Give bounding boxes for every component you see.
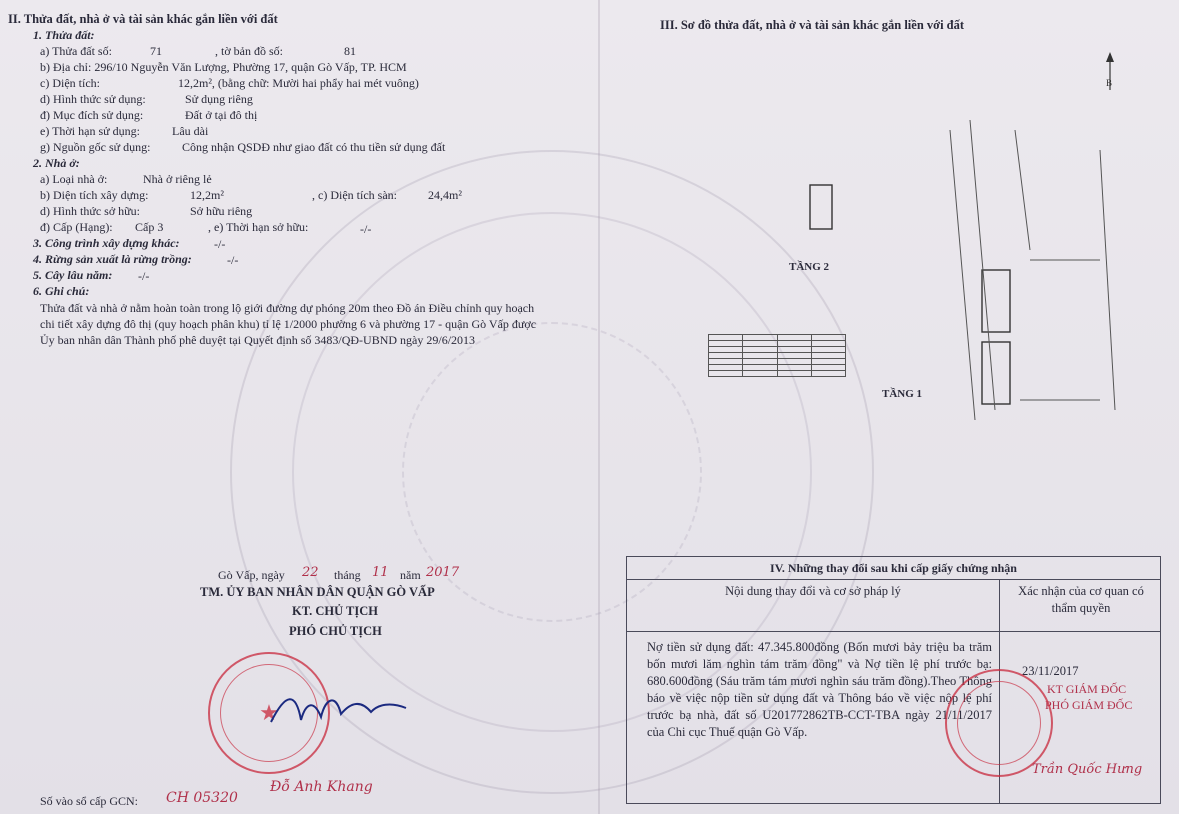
floor-area-label: , c) Diện tích sàn: — [312, 188, 397, 202]
own-term-value: -/- — [360, 222, 372, 236]
date-day: 22 — [302, 565, 319, 580]
map-sheet-value: 81 — [344, 44, 356, 58]
perennial-value: -/- — [138, 269, 150, 283]
address: b) Địa chỉ: 296/10 Nguyễn Văn Lượng, Phường 17, quận Gò Vấp, TP. HCM — [40, 60, 407, 74]
signing-authority: TM. ỦY BAN NHÂN DÂN QUẬN GÒ VẤP — [200, 585, 435, 599]
changes-col2-header: Xác nhận của cơ quan có thẩm quyền — [1018, 584, 1144, 615]
use-form-label: d) Hình thức sử dụng: — [40, 92, 146, 106]
use-form-value: Sử dụng riêng — [185, 92, 253, 106]
ownership-label: d) Hình thức sở hữu: — [40, 204, 141, 218]
own-term-label: , e) Thời hạn sở hữu: — [208, 220, 309, 234]
gcn-number-value: CH 05320 — [166, 790, 238, 806]
floor-2-label: TẦNG 2 — [789, 261, 830, 273]
north-arrow-icon — [1104, 52, 1116, 92]
area-label: c) Diện tích: — [40, 76, 100, 90]
use-term-value: Lâu dài — [172, 124, 209, 138]
changes-col1-header: Nội dung thay đổi và cơ sở pháp lý — [725, 584, 901, 598]
coordinate-table — [708, 334, 846, 377]
build-area-value: 12,2m² — [190, 188, 224, 202]
grade-label: đ) Cấp (Hạng): — [40, 220, 113, 234]
section-ii-heading: II. Thửa đất, nhà ở và tài sản khác gắn liền với đất — [8, 12, 278, 26]
house-type-value: Nhà ở riêng lẻ — [143, 172, 212, 186]
floor-1-label: TẦNG 1 — [882, 388, 923, 400]
other-works-label: 3. Công trình xây dựng khác: — [33, 236, 180, 250]
use-purpose-label: đ) Mục đích sử dụng: — [40, 108, 144, 122]
page-fold — [598, 0, 600, 814]
date-prefix: Gò Vấp, ngày — [218, 568, 285, 582]
grade-value: Cấp 3 — [135, 220, 164, 234]
house-title: 2. Nhà ở: — [33, 156, 80, 170]
signing-role-1: KT. CHỦ TỊCH — [292, 604, 379, 618]
use-purpose-value: Đất ở tại đô thị — [185, 108, 258, 122]
changes-table — [626, 556, 1161, 804]
notes-text: Thửa đất và nhà ở nằm hoàn toàn trong lộ giới đường dự phóng 20m theo Đồ án Điều chỉnh quy hoạch chi tiết xây dựng đô thị (quy hoạch phân khu) tỉ lệ 1/2000 phường 6 và phường 17 - quận Gò Vấp được Ủy ban nhân dân Thành phố phê duyệt tại Quyết định số 3483/QĐ-UBND ngày 29/6/2013 — [40, 301, 537, 347]
changes-table-title: IV. Những thay đổi sau khi cấp giấy chứng nhận — [627, 557, 1160, 580]
date-year: 2017 — [426, 565, 460, 580]
date-month: 11 — [372, 565, 389, 580]
date-year-label: năm — [400, 568, 421, 582]
floor-area-value: 24,4m² — [428, 188, 462, 202]
section-iii-heading: III. Sơ đồ thửa đất, nhà ở và tài sản khác gắn liền với đất — [660, 18, 965, 32]
forest-value: -/- — [227, 253, 239, 267]
district-red-stamp: ★ — [208, 652, 330, 774]
origin-label: g) Nguồn gốc sử dụng: — [40, 140, 151, 154]
confirm-title-1: KT GIÁM ĐỐC — [1047, 682, 1127, 696]
signing-role-2: PHÓ CHỦ TỊCH — [289, 624, 382, 638]
perennial-label: 5. Cây lâu năm: — [33, 268, 113, 282]
svg-text:B: B — [1106, 78, 1113, 88]
ownership-value: Sở hữu riêng — [190, 204, 253, 218]
forest-label: 4. Rừng sản xuất là rừng trồng: — [33, 252, 192, 266]
area-value: 12,2m², (bằng chữ: Mười hai phẩy hai mét vuông) — [178, 76, 419, 90]
origin-value: Công nhận QSDĐ như giao đất có thu tiền sử dụng đất — [182, 140, 446, 154]
notes-title: 6. Ghi chú: — [33, 284, 90, 298]
plot-number-value: 71 — [150, 44, 162, 58]
confirm-date: 23/11/2017 — [1022, 664, 1079, 678]
date-month-label: tháng — [334, 568, 361, 582]
house-type-label: a) Loại nhà ở: — [40, 172, 108, 186]
left-signature — [266, 682, 416, 732]
gcn-number-label: Số vào sổ cấp GCN: — [40, 794, 138, 808]
change-content: Nợ tiền sử dụng đất: 47.345.800đồng (Bốn mươi bảy triệu ba trăm bốn mươi lăm nghìn tám trăm đồng" và Nợ tiền lệ phí trước bạ: 680.600đồng (Sáu trăm tám mươi nghìn sáu trăm đồng).Theo Thông báo về việc nộp tiền sử dụng đất và Thông báo về việc nộp lệ phí trước bạ nhà, đất số U201772862TB-CCT-TBA ngày 21/11/2017 của Chi cục Thuế quận Gò Vấp. — [647, 640, 992, 739]
map-sheet-label: , tờ bản đồ số: — [215, 44, 284, 58]
plot-diagram — [780, 110, 1140, 440]
confirm-title-2: PHÓ GIÁM ĐỐC — [1045, 698, 1133, 712]
other-works-value: -/- — [214, 237, 226, 251]
use-term-label: e) Thời hạn sử dụng: — [40, 124, 140, 138]
signer-name: Đỗ Anh Khang — [270, 779, 373, 795]
confirm-signer: Trần Quốc Hưng — [1032, 762, 1143, 777]
build-area-label: b) Diện tích xây dựng: — [40, 188, 149, 202]
land-plot-title: 1. Thửa đất: — [33, 28, 95, 42]
plot-number-label: a) Thửa đất số: — [40, 44, 112, 58]
